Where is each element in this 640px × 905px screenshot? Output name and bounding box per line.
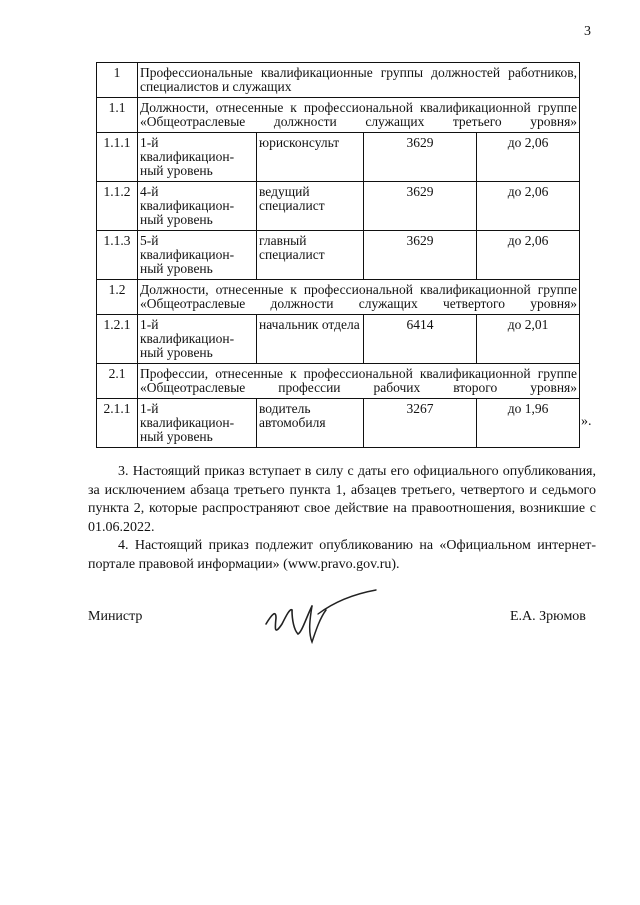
table-row: [97, 98, 580, 133]
qualification-level: 1-й квалификацион-ный уровень: [138, 315, 257, 364]
row-number: 1: [97, 63, 138, 98]
position-name: главный специалист: [257, 231, 364, 280]
table-row: [97, 231, 580, 280]
group-heading: Профессиональные квалификационные группы должностей работников, специалистов и служащих: [138, 63, 580, 98]
coefficient-value: до 2,06: [477, 231, 580, 280]
table-row: [97, 399, 580, 448]
row-number: 1.1.1: [97, 133, 138, 182]
salary-value: 3629: [364, 133, 477, 182]
qualification-level: 5-й квалификацион-ный уровень: [138, 231, 257, 280]
table-row: [97, 63, 580, 98]
row-number: 2.1.1: [97, 399, 138, 448]
position-name: водитель автомобиля: [257, 399, 364, 448]
row-number: 1.1.3: [97, 231, 138, 280]
salary-value: 3629: [364, 182, 477, 231]
signer-title: Министр: [88, 609, 143, 624]
paragraph-3: 3. Настоящий приказ вступает в силу с даты его официального опубликования, за исключением абзаца третьего пункта 1, абзацев третьего, четвертого и седьмого пункта 2, которые распространяют свое действие на правоотношения, возникшие с 01.06.2022.: [88, 464, 596, 535]
coefficient-value: до 2,06: [477, 182, 580, 231]
salary-value: 3629: [364, 231, 477, 280]
table-row: [97, 364, 580, 399]
salary-value: 6414: [364, 315, 477, 364]
qualification-level: 4-й квалификацион-ный уровень: [138, 182, 257, 231]
row-number: 1.2.1: [97, 315, 138, 364]
page-number: 3: [584, 24, 591, 39]
coefficient-value: до 2,06: [477, 133, 580, 182]
coefficient-value: до 1,96: [477, 399, 580, 448]
qualification-level: 1-й квалификацион-ный уровень: [138, 133, 257, 182]
row-number: 1.2: [97, 280, 138, 315]
salary-value: 3267: [364, 399, 477, 448]
table-row: [97, 182, 580, 231]
row-number: 1.1: [97, 98, 138, 133]
table-row: [97, 315, 580, 364]
group-heading: Профессии, отнесенные к профессиональной квалификационной группе «Общеотраслевые профессии рабочих второго уровня»: [138, 364, 580, 399]
position-name: ведущий специалист: [257, 182, 364, 231]
table-row: [97, 133, 580, 182]
group-heading: Должности, отнесенные к профессиональной квалификационной группе «Общеотраслевые должности служащих четвертого уровня»: [138, 280, 580, 315]
paragraph-4: 4. Настоящий приказ подлежит опубликованию на «Официальном интернет-портале правовой информации» (www.pravo.gov.ru).: [88, 538, 596, 572]
qualification-table: [96, 62, 580, 448]
row-number: 2.1: [97, 364, 138, 399]
position-name: юрисконсульт: [257, 133, 364, 182]
row-number: 1.1.2: [97, 182, 138, 231]
signer-name: Е.А. Зрюмов: [510, 609, 586, 624]
qualification-level: 1-й квалификацион-ный уровень: [138, 399, 257, 448]
signature-image: [262, 584, 380, 650]
group-heading: Должности, отнесенные к профессиональной квалификационной группе «Общеотраслевые должности служащих третьего уровня»: [138, 98, 580, 133]
closing-quote: ».: [581, 414, 592, 429]
coefficient-value: до 2,01: [477, 315, 580, 364]
position-name: начальник отдела: [257, 315, 364, 364]
table-row: [97, 280, 580, 315]
